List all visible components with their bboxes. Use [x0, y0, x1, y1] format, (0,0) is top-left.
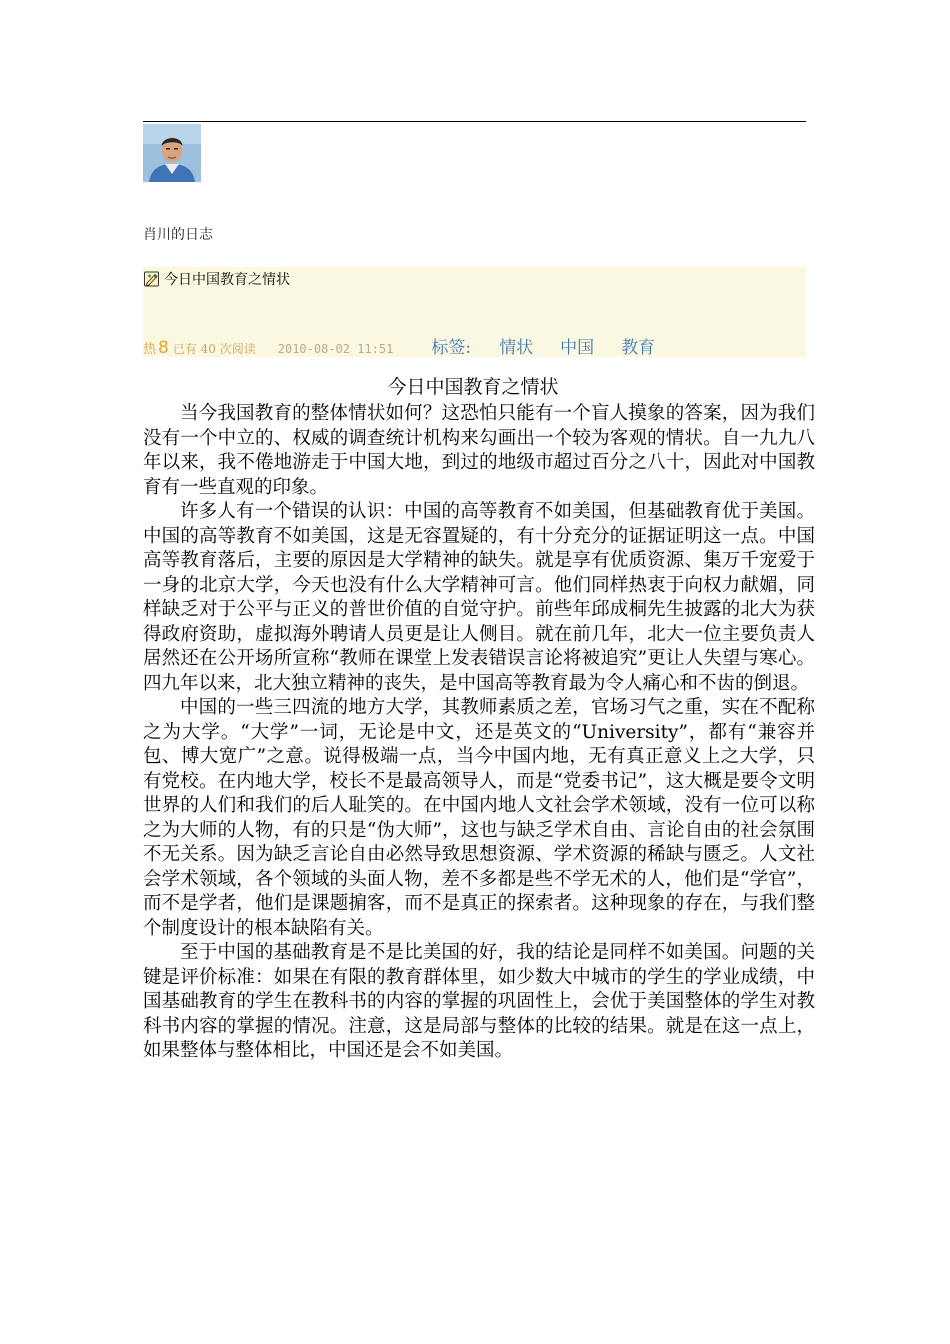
hot-label: 热 — [143, 342, 157, 357]
top-divider — [143, 121, 806, 122]
tag-link-qingzhuang[interactable]: 情状 — [499, 338, 534, 358]
tag-link-jiaoyu[interactable]: 教育 — [621, 338, 656, 358]
article-title: 今日中国教育之情状 — [387, 376, 559, 398]
read-count: 已有 40 次阅读 — [172, 342, 256, 356]
avatar[interactable] — [143, 124, 201, 182]
blog-owner-title: 肖川的日志 — [143, 227, 213, 243]
article-paragraph: 中国的一些三四流的地方大学，其教师素质之差，官场习气之重，实在不配称之为大学。“大学”一词，无论是中文，还是英文的“University”，都有“兼容并包、博大宽广”之意。说得极端一点，当今中国内地，无有真正意义上之大学，只有党校。在内地大学，校长不是最高领导人，而是“党委书记”，这大概是要令文明世界的人们和我们的后人耻笑的。在中国内地人文社会学术领域，没有一位可以称之为大师的人物，有的只是“伪大师”，这也与缺乏学术自由、言论自由的社会氛围不无关系。因为缺乏言论自由必然导致思想资源、学术资源的稀缺与匮乏。人文社会学术领域，各个领域的头面人物，差不多都是些不学无术的人，他们是“学官”，而不是学者，他们是课题掮客，而不是真正的探索者。这种现象的存在，与我们整个制度设计的根本缺陷有关。 — [143, 697, 815, 939]
article-body — [143, 372, 815, 1064]
article-paragraph: 许多人有一个错误的认识：中国的高等教育不如美国，但基础教育优于美国。中国的高等教育不如美国，这是无容置疑的，有十分充分的证据证明这一点。中国高等教育落后，主要的原因是大学精神的缺失。就是享有优质资源、集万千宠爱于一身的北京大学，今天也没有什么大学精神可言。他们同样热衷于向权力献媚，同样缺乏对于公平与正义的普世价值的自觉守护。前些年邱成桐先生披露的北大为获得政府资助，虚拟海外聘请人员更是让人侧目。就在前几年，北大一位主要负责人居然还在公开场所宣称“教师在课堂上发表错误言论将被追究”更让人失望与寒心。四九年以来，北大独立精神的丧失，是中国高等教育最为令人痛心和不齿的倒退。 — [143, 501, 815, 694]
tags-label: 标签: — [431, 338, 472, 358]
post-header — [143, 267, 806, 357]
tag-link-zhongguo[interactable]: 中国 — [560, 338, 595, 358]
post-meta — [143, 333, 655, 358]
diary-icon — [143, 270, 161, 288]
article-paragraph: 至于中国的基础教育是不是比美国的好，我的结论是同样不如美国。问题的关键是评价标准：如果在有限的教育群体里，如少数大中城市的学生的学业成绩，中国基础教育的学生在教科书的内容的掌握的巩固性上，会优于美国整体的学生对教科书内容的掌握的情况。注意，这是局部与整体的比较的结果。就是在这一点上，如果整体与整体相比，中国还是会不如美国。 — [143, 942, 815, 1061]
post-title-link[interactable]: 今日中国教育之情状 — [164, 272, 290, 288]
post-date: 2010-08-02 11:51 — [277, 342, 394, 356]
avatar-photo-icon — [143, 124, 201, 182]
hot-count: 8 — [158, 338, 169, 358]
article-paragraph: 当今我国教育的整体情状如何？这恐怕只能有一个盲人摸象的答案，因为我们没有一个中立的、权威的调查统计机构来勾画出一个较为客观的情状。自一九九八年以来，我不倦地游走于中国大地，到过的地级市超过百分之八十，因此对中国教育有一些直观的印象。 — [143, 403, 815, 498]
post-title-row — [143, 269, 290, 289]
